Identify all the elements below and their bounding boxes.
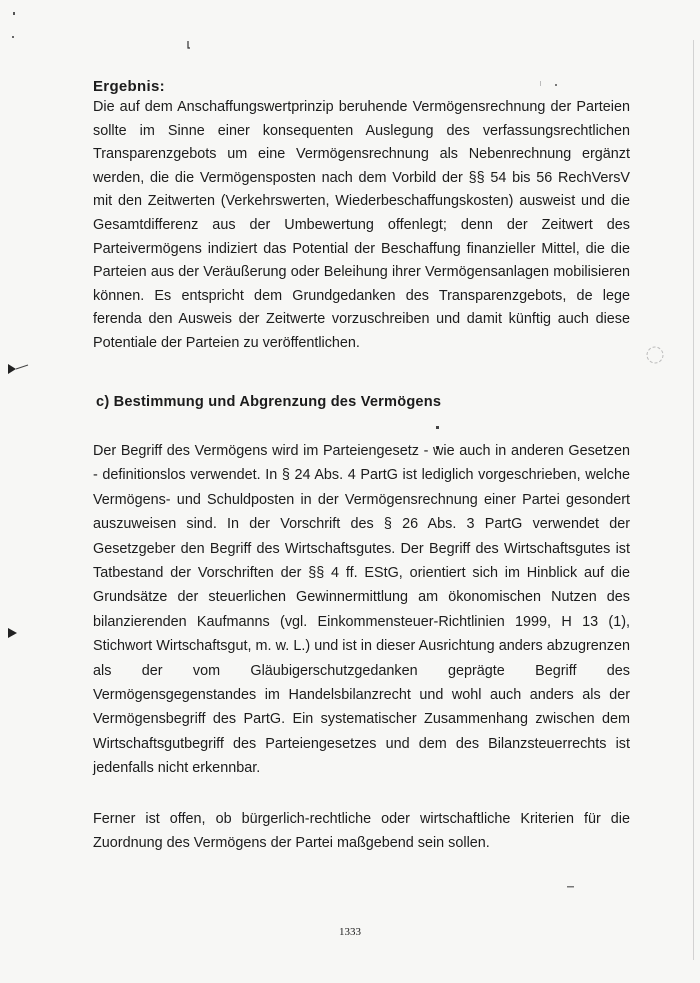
margin-circle-mark	[644, 344, 666, 366]
scan-speck-top-left	[10, 10, 22, 44]
scan-speck-bottom	[566, 884, 576, 890]
result-paragraph: Die auf dem Anschaffungswertprinzip beruhende Vermögensrechnung der Parteien sollte im Sinne einer konsequenten Auslegung des verfassungsrechtlichen Transparenzgebots um eine Vermögensrechnung als Nebenrechnung ergänzt werden, die die Vermögensposten nach dem Vorbild der §§ 54 bis 56 RechVersV mit den Zeitwerten (Verkehrswerten, Wiederbeschaffungskosten) ausweist und die Gesamtdifferenz aus der Umbewertung offenlegt; denn der Zeitwert des Parteivermögens indiziert das Potential der Beschaffung finanzieller Mittel, die die Parteien aus der Veräußerung oder Beleihung ihrer Vermögensanlagen mobilisieren können. Es entspricht dem Grundgedanken des Transparenzgebots, de lege ferenda den Ausweis der Zeitwerte vorzuschreiben und damit künftig auch diese Potentiale der Parteien zu veröffentlichen.	[93, 99, 630, 351]
scan-speck-right	[538, 78, 560, 90]
margin-arrow-mark-2	[6, 626, 26, 640]
section-heading: c) Bestimmung und Abgrenzung des Vermögens	[96, 394, 442, 410]
page-number: 1333	[339, 926, 361, 938]
scan-speck-top	[186, 40, 192, 50]
margin-arrow-mark-1	[6, 362, 32, 376]
body-paragraph-definition: Der Begriff des Vermögens wird im Parteiengesetz - wie auch in anderen Gesetzen - definitionslos verwendet. In § 24 Abs. 4 PartG ist lediglich vorgeschrieben, welche Vermögens- und Schuldposten in der Vermögensrechnung einer Partei gesondert auszuweisen sind. In der Vorschrift des § 26 Abs. 3 PartG verwendet der Gesetzgeber den Begriff des Wirtschaftsgutes. Der Begriff des Wirtschaftsgutes ist Tatbestand der Vorschriften der §§ 4 ff. EStG, orientiert sich im Hinblick auf die Grundsätze der steuerlichen Gewinnermittlung am ökonomischen Nutzen des bilanzierenden Kaufmanns (vgl. Einkommensteuer-Richtlinien 1999, H 13 (1), Stichwort Wirtschaftsgut, m. w. L.) und ist in dieser Ausrichtung anders abzugrenzen als der vom Gläubigerschutzgedanken geprägte Begriff des Vermögensgegenstandes im Handelsbilanzrecht und wohl auch anders als der Vermögensbegriff des PartG. Ein systematischer Zusammenhang zwischen dem Wirtschaftsgutbegriff des Parteiengesetzes und dem des Bilanzsteuerrechts ist jedenfalls nicht erkennbar.	[93, 443, 630, 777]
body-paragraph-criteria: Ferner ist offen, ob bürgerlich-rechtliche oder wirtschaftliche Kriterien für die Zuordnung des Vermögens der Partei maßgebend sein sollen.	[93, 811, 630, 851]
scan-edge-right	[692, 40, 696, 960]
result-heading: Ergebnis:	[93, 78, 165, 95]
